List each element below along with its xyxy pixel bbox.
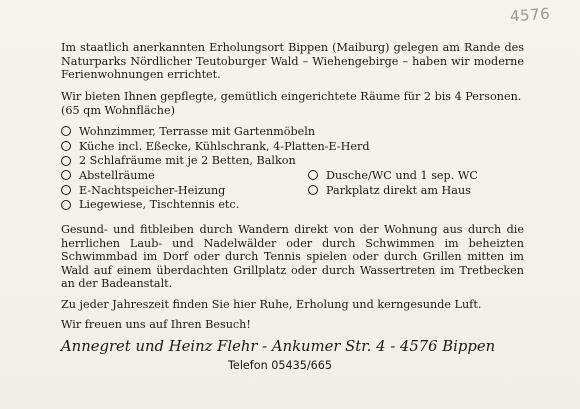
feature-item [61, 140, 369, 153]
feature-item [61, 169, 308, 182]
feature-row [61, 124, 531, 139]
feature-item [61, 125, 315, 138]
feature-row [61, 183, 531, 198]
feature-item [61, 198, 239, 211]
feature-list [61, 124, 531, 212]
feature-item [61, 154, 296, 167]
handwritten-number: 4576 [509, 4, 551, 26]
feature-label: 2 Schlafräume mit je 2 Betten, Balkon [79, 154, 296, 168]
feature-row [61, 197, 531, 212]
feature-item [61, 184, 308, 197]
feature-label: E-Nachtspeicher-Heizung [79, 183, 226, 197]
circle-bullet-icon [61, 170, 71, 180]
seasons-paragraph: Zu jeder Jahreszeit finden Sie hier Ruhe, Erholung und kerngesunde Luft. [61, 298, 482, 311]
feature-label: Küche incl. Eßecke, Kühlschrank, 4-Platten-E-Herd [79, 139, 370, 153]
phone-number: Telefon 05435/665 [228, 359, 332, 372]
offer-paragraph: Wir bieten Ihnen gepflegte, gemütlich eingerichtete Räume für 2 bis 4 Personen. (65 qm Wohnfläche) [61, 90, 522, 117]
feature-label: Liegewiese, Tischtennis etc. [79, 198, 240, 212]
owner-signature-line: Annegret und Heinz Flehr - Ankumer Str. 4 - 4576 Bippen [61, 338, 496, 355]
circle-bullet-icon [308, 185, 318, 195]
feature-row [61, 153, 531, 168]
circle-bullet-icon [308, 170, 318, 180]
feature-label: Wohnzimmer, Terrasse mit Gartenmöbeln [79, 124, 316, 138]
activities-paragraph: Gesund- und fitbleiben durch Wandern direkt von der Wohnung aus durch die herrlichen Laub- und Nadelwälder oder durch Schwimmen im beheizten Schwimmbad im Dorf oder durch Tennis spielen oder durch Grillen mitten im Wald auf einem überdachten Grillplatz oder durch Wassertreten im Tretbecken an der Badeanstalt. [61, 223, 524, 291]
feature-row [61, 168, 531, 183]
feature-label: Abstellräume [79, 168, 155, 182]
feature-label: Parkplatz direkt am Haus [326, 183, 471, 197]
circle-bullet-icon [61, 126, 71, 136]
feature-row [61, 139, 531, 154]
feature-label: Dusche/WC und 1 sep. WC [326, 168, 478, 182]
invite-paragraph: Wir freuen uns auf Ihren Besuch! [61, 318, 251, 331]
feature-item [308, 184, 471, 197]
feature-item [308, 169, 478, 182]
circle-bullet-icon [61, 141, 71, 151]
intro-paragraph: Im staatlich anerkannten Erholungsort Bippen (Maiburg) gelegen am Rande des Naturparks Nördlicher Teutoburger Wald – Wiehengebirge – haben wir moderne Ferienwohnungen errichtet. [61, 41, 524, 82]
circle-bullet-icon [61, 156, 71, 166]
circle-bullet-icon [61, 185, 71, 195]
circle-bullet-icon [61, 200, 71, 210]
